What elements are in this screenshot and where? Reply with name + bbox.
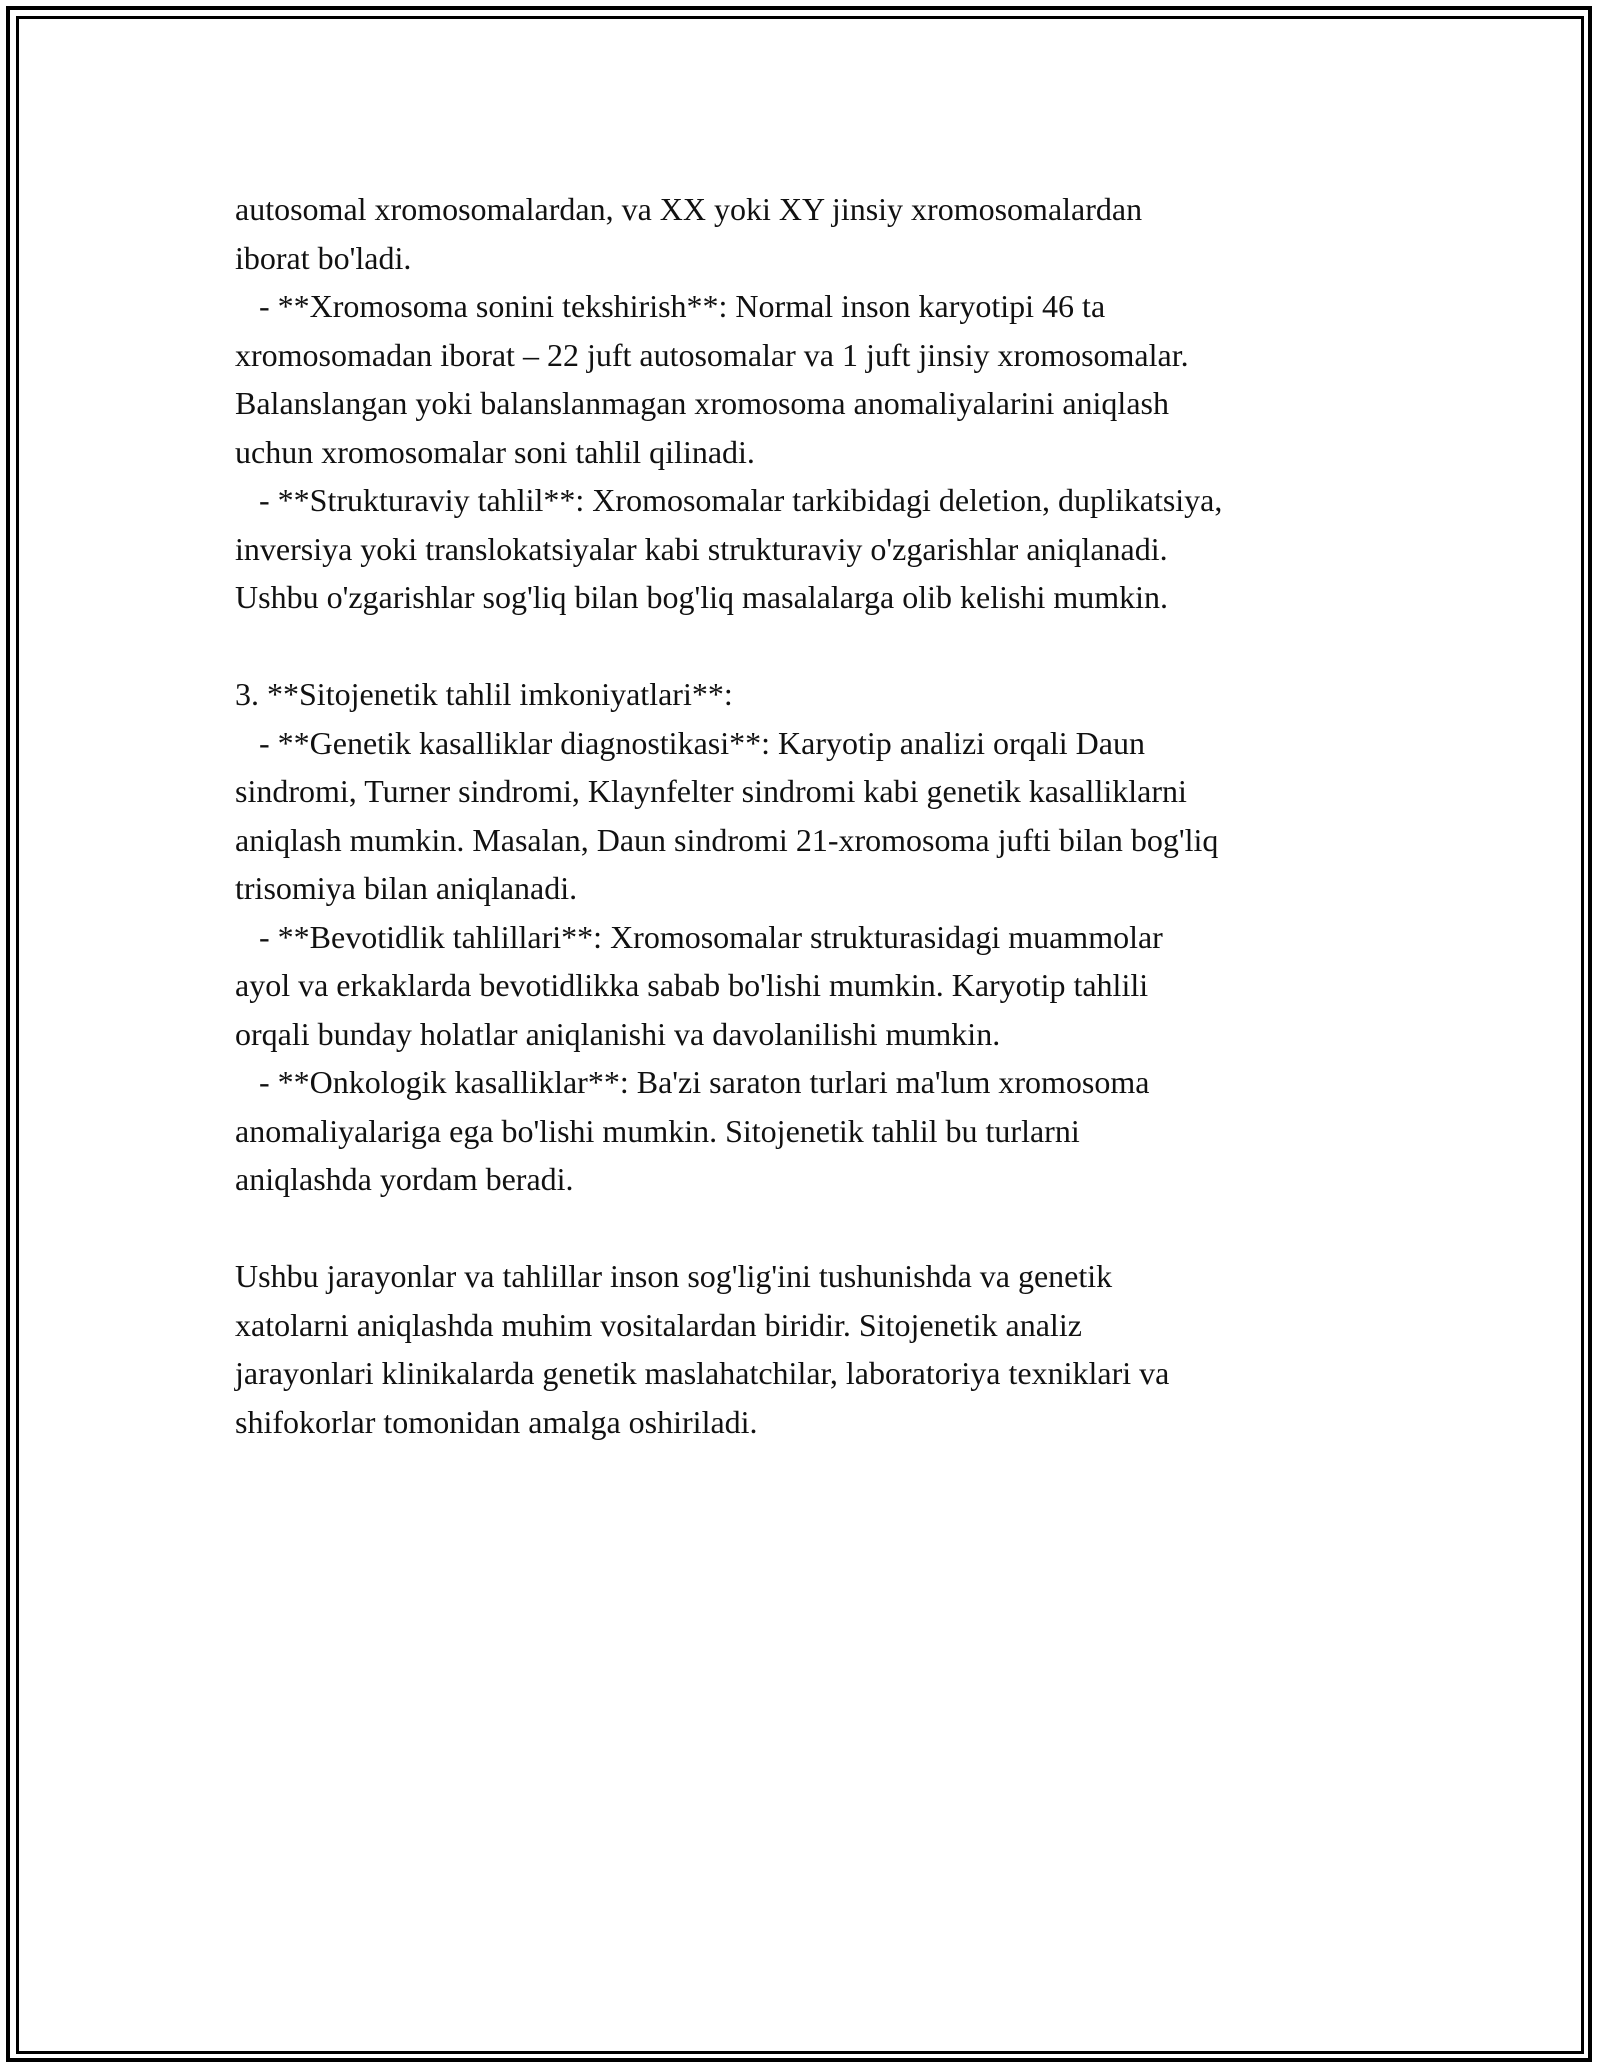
text-line: aniqlash mumkin. Masalan, Daun sindromi 21-xromosoma jufti bilan bog'liq [235, 821, 1219, 858]
text-line: - **Xromosoma sonini tekshirish**: Normal inson karyotipi 46 ta [235, 288, 1106, 324]
text-line: jarayonlari klinikalarda genetik maslahatchilar, laboratoriya texniklari va [235, 1355, 1170, 1391]
paragraph-gap [235, 622, 1415, 671]
text-line: shifokorlar tomonidan amalga oshiriladi. [235, 1403, 758, 1440]
text-line: aniqlashda yordam beradi. [235, 1161, 574, 1197]
text-line: iborat bo'ladi. [235, 239, 412, 276]
text-line: xatolarni aniqlashda muhim vositalardan biridir. Sitojenetik analiz [235, 1306, 1082, 1343]
text-line: autosomal xromosomalardan, va XX yoki XY jinsiy xromosomalardan [235, 191, 1143, 227]
text-line: inversiya yoki translokatsiyalar kabi strukturaviy o'zgarishlar aniqlanadi. [235, 530, 1168, 567]
document-body [235, 185, 1415, 1446]
text-line: xromosomadan iborat – 22 juft autosomalar va 1 juft jinsiy xromosomalar. [235, 336, 1189, 373]
text-line: sindromi, Turner sindromi, Klaynfelter sindromi kabi genetik kasalliklarni [235, 773, 1187, 809]
section-heading: 3. **Sitojenetik tahlil imkoniyatlari**: [235, 676, 733, 712]
text-line: - **Onkologik kasalliklar**: Ba'zi saraton turlari ma'lum xromosoma [235, 1064, 1150, 1100]
text-line: - **Strukturaviy tahlil**: Xromosomalar tarkibidagi deletion, duplikatsiya, [235, 482, 1223, 518]
text-line: uchun xromosomalar soni tahlil qilinadi. [235, 433, 755, 470]
text-line: Ushbu jarayonlar va tahlillar inson sog'lig'ini tushunishda va genetik [235, 1258, 1113, 1294]
text-line: anomaliyalariga ega bo'lishi mumkin. Sitojenetik tahlil bu turlarni [235, 1112, 1080, 1149]
text-line: - **Bevotidlik tahlillari**: Xromosomalar strukturasidagi muammolar [235, 918, 1163, 955]
text-line: Balanslangan yoki balanslanmagan xromosoma anomaliyalarini aniqlash [235, 385, 1169, 421]
text-line: ayol va erkaklarda bevotidlikka sabab bo'lishi mumkin. Karyotip tahlili [235, 967, 1149, 1003]
text-line: trisomiya bilan aniqlanadi. [235, 870, 578, 906]
paragraph-gap [235, 1204, 1415, 1253]
text-line: Ushbu o'zgarishlar sog'liq bilan bog'liq masalalarga olib kelishi mumkin. [235, 579, 1169, 615]
text-line: orqali bunday holatlar aniqlanishi va davolanilishi mumkin. [235, 1015, 1001, 1052]
text-line: - **Genetik kasalliklar diagnostikasi**: Karyotip analizi orqali Daun [235, 724, 1145, 761]
